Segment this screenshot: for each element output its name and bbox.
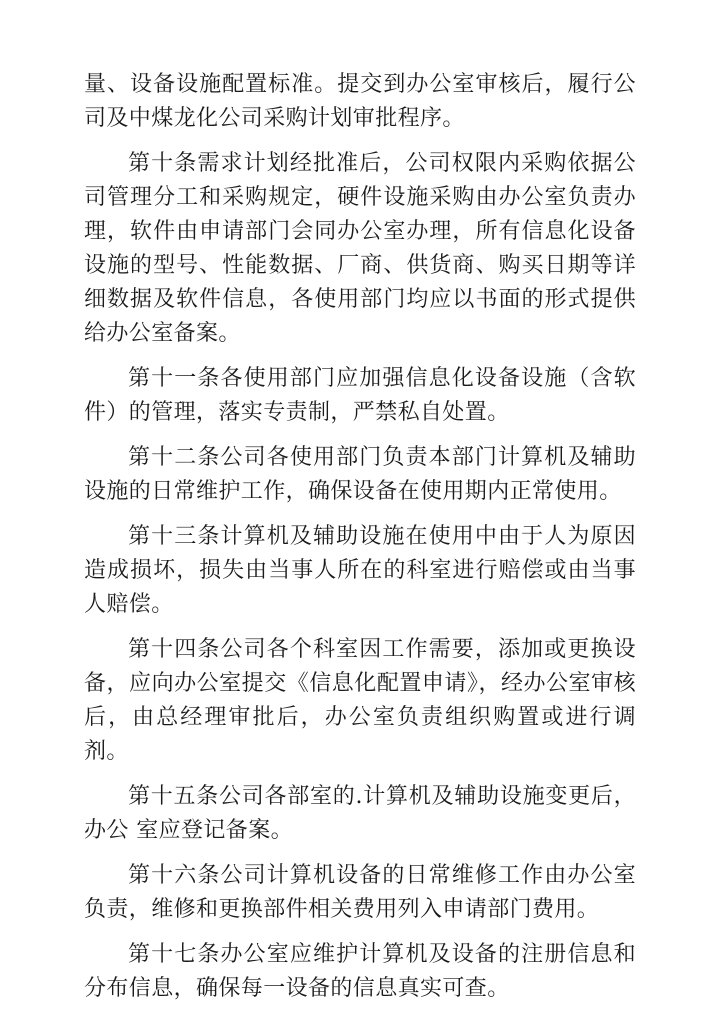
paragraph-article-17: 第十七条办公室应维护计算机及设备的注册信息和分布信息，确保每一设备的信息真实可查。 bbox=[84, 942, 636, 1001]
paragraph-article-15: 第十五条公司各部室的.计算机及辅助设施变更后，办公 室应登记备案。 bbox=[84, 784, 636, 843]
document-body bbox=[84, 68, 636, 1017]
paragraph-article-13: 第十三条计算机及辅助设施在使用中由于人为原因造成损坏，损失由当事人所在的科室进行赔偿或由当事人赔偿。 bbox=[84, 524, 636, 617]
paragraph-article-12: 第十二条公司各使用部门负责本部门计算机及辅助设施的日常维护工作，确保设备在使用期内正常使用。 bbox=[84, 445, 636, 504]
paragraph-article-10: 第十条需求计划经批准后，公司权限内采购依据公司管理分工和采购规定，硬件设施采购由办公室负责办理，软件由申请部门会同办公室办理，所有信息化设备设施的型号、性能数据、厂商、供货商、购买日期等详细数据及软件信息，各使用部门均应以书面的形式提供给办公室备案。 bbox=[84, 151, 636, 346]
paragraph-article-16: 第十六条公司计算机设备的日常维修工作由办公室负责，维修和更换部件相关费用列入申请部门费用。 bbox=[84, 863, 636, 922]
paragraph-article-11: 第十一条各使用部门应加强信息化设备设施（含软件）的管理，落实专责制，严禁私自处置。 bbox=[84, 366, 636, 425]
paragraph-continuation: 量、设备设施配置标准。提交到办公室审核后，履行公司及中煤龙化公司采购计划审批程序。 bbox=[84, 72, 636, 131]
paragraph-article-14: 第十四条公司各个科室因工作需要，添加或更换设备，应向办公室提交《信息化配置申请》，经办公室审核后，由总经理审批后，办公室负责组织购置或进行调剂。 bbox=[84, 637, 636, 764]
